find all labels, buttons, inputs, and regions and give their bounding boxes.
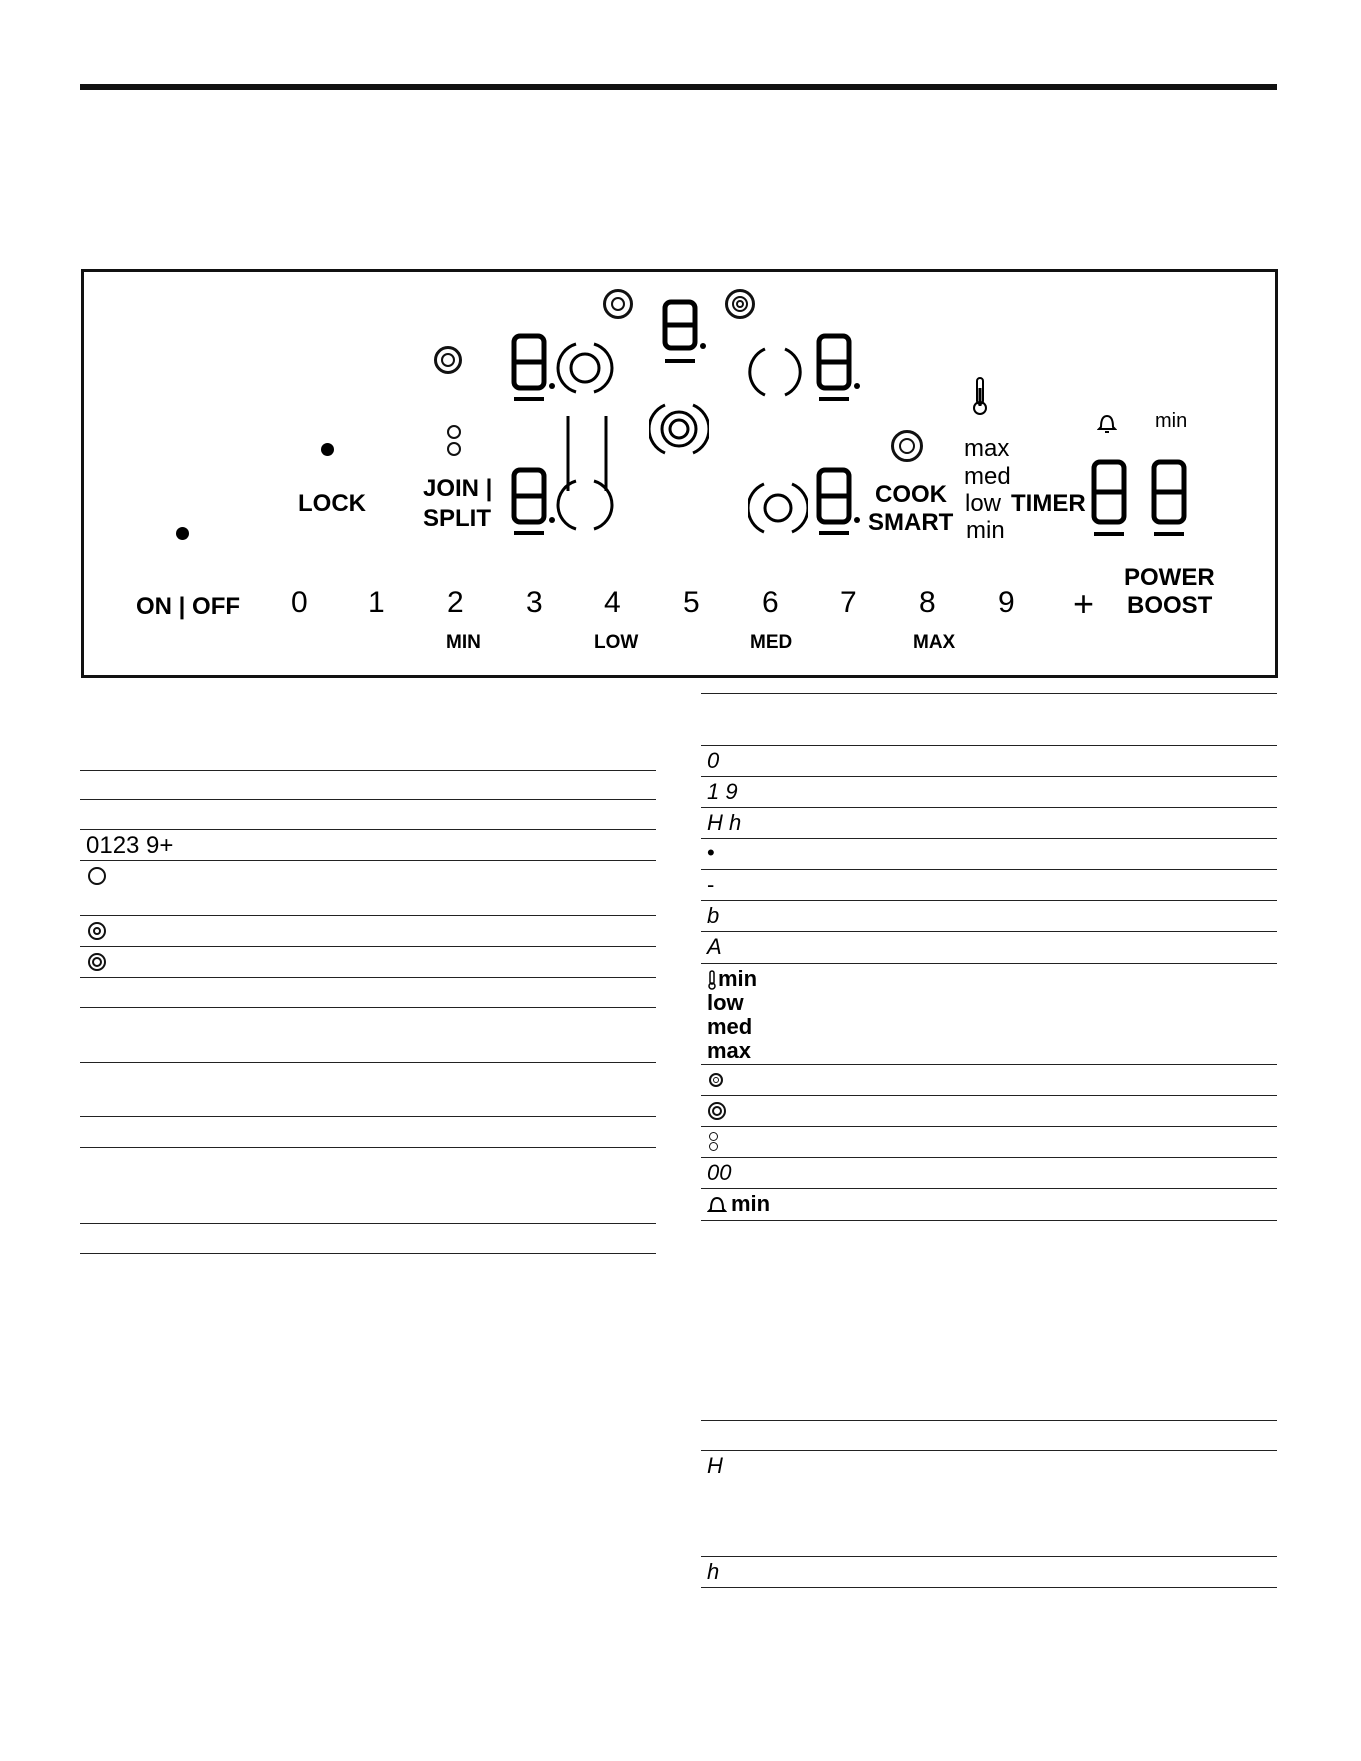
table-row bbox=[701, 693, 1277, 746]
temp-med-label: med bbox=[707, 1014, 753, 1039]
table-row bbox=[80, 830, 656, 861]
display-symbol-dash: - bbox=[707, 872, 715, 897]
table-row bbox=[701, 808, 1277, 839]
temp-low-label: low bbox=[707, 990, 744, 1015]
table-row bbox=[701, 901, 1277, 932]
temp-level-min: min bbox=[966, 517, 1005, 544]
table-row bbox=[701, 839, 1277, 870]
ring-icon bbox=[88, 867, 106, 885]
timer-label[interactable]: TIMER bbox=[1011, 490, 1086, 517]
double-ring-icon bbox=[709, 1073, 723, 1087]
timer-min-label: min bbox=[1155, 410, 1188, 432]
table-row bbox=[701, 964, 1277, 1065]
triple-ring-icon bbox=[708, 1102, 726, 1120]
display-symbol-hh: H h bbox=[707, 810, 742, 835]
temp-max-label: max bbox=[707, 1038, 752, 1063]
slider-9[interactable]: 9 bbox=[998, 586, 1015, 619]
table-row bbox=[701, 1158, 1277, 1189]
table-row bbox=[80, 947, 656, 978]
slider-3[interactable]: 3 bbox=[526, 586, 543, 619]
table-row bbox=[701, 1420, 1277, 1451]
slider-symbol: 0123 9+ bbox=[86, 832, 174, 859]
table-row bbox=[701, 777, 1277, 808]
join-icon bbox=[709, 1132, 718, 1141]
table-row bbox=[701, 1065, 1277, 1096]
timer-min-symbol: min bbox=[731, 1191, 771, 1216]
table-row bbox=[80, 978, 656, 1008]
lock-button[interactable]: LOCK bbox=[298, 490, 366, 517]
display-symbol-0: 0 bbox=[707, 748, 720, 773]
triple-ring-icon bbox=[88, 953, 106, 971]
slider-mark-low: LOW bbox=[594, 632, 639, 653]
power-boost-label-1[interactable]: POWER bbox=[1124, 564, 1215, 591]
display-symbol-00: 00 bbox=[707, 1160, 732, 1185]
temp-min-label: min bbox=[718, 966, 758, 991]
table-row bbox=[80, 1008, 656, 1063]
slider-7[interactable]: 7 bbox=[840, 586, 857, 619]
display-symbol-1-9: 1 9 bbox=[707, 779, 738, 804]
double-ring-icon bbox=[88, 922, 106, 940]
bell-icon bbox=[707, 1195, 727, 1215]
power-boost-label-2[interactable]: BOOST bbox=[1127, 592, 1213, 619]
right-table bbox=[701, 0, 1277, 1761]
slider-5[interactable]: 5 bbox=[683, 586, 700, 619]
table-row bbox=[701, 932, 1277, 964]
slider-0[interactable]: 0 bbox=[291, 586, 308, 619]
table-row bbox=[80, 861, 656, 916]
table-row bbox=[80, 1148, 656, 1224]
slider-plus[interactable]: + bbox=[1073, 583, 1095, 624]
slider-1[interactable]: 1 bbox=[368, 586, 385, 619]
join-split-label-2[interactable]: SPLIT bbox=[423, 505, 492, 532]
table-row bbox=[80, 1117, 656, 1148]
table-row bbox=[701, 1096, 1277, 1127]
table-row bbox=[80, 1063, 656, 1117]
cook-smart-label-1[interactable]: COOK bbox=[875, 481, 947, 508]
center-zone[interactable] bbox=[649, 399, 709, 459]
table-row bbox=[80, 800, 656, 830]
slider-4[interactable]: 4 bbox=[604, 586, 621, 619]
table-row bbox=[80, 770, 656, 800]
residual-heat-low: h bbox=[707, 1559, 720, 1584]
left-table bbox=[80, 0, 656, 1761]
table-row bbox=[701, 1127, 1277, 1158]
thermometer-icon bbox=[707, 970, 717, 990]
table-row bbox=[701, 1189, 1277, 1221]
display-symbol-dot: • bbox=[707, 840, 715, 865]
temp-level-max: max bbox=[964, 435, 1010, 462]
cook-smart-label-2[interactable]: SMART bbox=[868, 509, 954, 536]
table-row bbox=[701, 746, 1277, 777]
table-row bbox=[701, 870, 1277, 901]
temp-level-low: low bbox=[965, 490, 1002, 517]
residual-heat-high: H bbox=[707, 1453, 723, 1478]
join-split-label-1[interactable]: JOIN | bbox=[423, 475, 493, 502]
table-row bbox=[80, 1224, 656, 1254]
slider-8[interactable]: 8 bbox=[919, 586, 936, 619]
on-off-button[interactable]: ON | OFF bbox=[136, 593, 241, 620]
slider-2[interactable]: 2 bbox=[447, 586, 464, 619]
slider-mark-min: MIN bbox=[446, 632, 481, 653]
slider-mark-med: MED bbox=[750, 632, 793, 653]
display-symbol-b: b bbox=[707, 903, 720, 928]
table-row bbox=[701, 1557, 1277, 1588]
temp-level-med: med bbox=[964, 463, 1011, 490]
slider-mark-max: MAX bbox=[913, 632, 956, 653]
table-row bbox=[701, 1451, 1277, 1557]
display-symbol-a: A bbox=[707, 934, 722, 959]
slider-6[interactable]: 6 bbox=[762, 586, 779, 619]
table-row bbox=[80, 916, 656, 947]
